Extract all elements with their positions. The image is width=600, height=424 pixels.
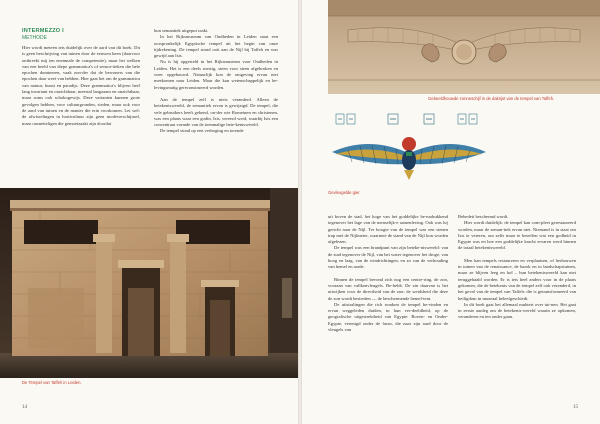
relief-caption: Gebeeldhouwde zonneschijf in de dakrijst van de tempel van Taffeh. xyxy=(428,96,555,101)
paragraph: De tempel stond op een verhoging en torende xyxy=(160,128,244,134)
paragraph: Aan de tempel zelf is niets veranderd. Alleen de betekeniswereld, de semantiek ervan is gewijzigd. De tempel, die vele gebruikers heeft gekend, on-der wie Romeinen en christenen, was een plaats waar een godin, Isis, vereerd werd, waarbij Isis een concentraat vormde van de toenmalige bete-keniswereld. xyxy=(154,96,278,128)
paragraph: Hier wordt duidelijk: de tempel kan com-pleet gerestaureerd worden, maar de seman-tiek ervan niet. Niemand is in staat om Isis te vereren, om zelfs maar te beseffen wat een godheid in Egypte was en hoe een goddelijke kracht ervaren werd binnen de totaal betekeniswereld. xyxy=(458,220,576,251)
right-col-1 xyxy=(328,214,448,333)
winged-vulture-illustration xyxy=(328,108,490,188)
relief-photo xyxy=(328,0,600,94)
left-col-2 xyxy=(154,28,278,135)
sun-disc-relief-illustration xyxy=(328,0,600,94)
intermezzo-subtitle: METHODE xyxy=(22,35,47,41)
paragraph: Men kan tempels restaureren en verplaatsen, of herbouwen in tuinen van de renaissance, de barok en in landschapstuinen, maar ze blijven leeg en hol – hun betekeniswereld kan niet teruggehaald worden. Er is iets heel anders voor in de plaats gekomen, die de betekenis van de tempel zelf ook veranderd, in het geval van de tempel van Taffeh: die is getransformeerd van heiligdom in museaal beleefgeschiedt. xyxy=(458,257,576,301)
paragraph: Nu is hij opgesteld in het Rijksmuseum voor Oudheden in Leiden. Het is een deels roestig, steen voor steen afgebroken en weer opgebouwd. Natuurlijk kon de omgeving ervan niet meekomen naar Leiden. Maar die kan wetenschappelijk en be-levingsmatig gereconstrueerd worden. xyxy=(154,59,278,90)
paragraph: hun semantiek uitgeput raakt. xyxy=(154,28,209,33)
right-col-2 xyxy=(458,214,576,321)
paragraph: In dit boek gaat het allemaal muhtert over tui-nen. Het gaat in eerste aanleg om de betekenis-wereld waarin ze opkomen, veranderen en ten onder gaan. xyxy=(458,301,576,320)
paragraph: uit boven de stad, het hoge van het goddelijke be-nadrukkend tegenover het lage van de menselijk-e samenleving. Ook was hij gericht naar de Nijl. Ter hoogte van de tempel was een stenen trap met de Nijlmeter, waarmee de stand van de Nijl kon worden afgelezen. xyxy=(328,214,448,245)
paragraph: De uitstralingen die rich rondom de tempel be-vinden en ervan weggeleden duiden, in hun ver-deeldheid, op de geografische uitgestrektheid van Egypte: Boven- en Onder-Egypte, verenigd onder de farao, die naar zijn aard door de vleugels van xyxy=(328,301,448,333)
left-col-1 xyxy=(22,45,140,127)
temple-illustration xyxy=(0,188,300,378)
paragraph: Binnen de tempel bevond zich nog een centre-ring, de zon, vooraan van vallkenvleugels. Be-heldt. De zin daarvan is het uitwijken voor de directheid van de zon: de weidsheid die deze de zon wordt bestreden — de beschermende hemel-tent. xyxy=(328,276,448,301)
intermezzo-title: INTERMEZZO I xyxy=(22,28,64,34)
paragraph: In het Rijksmuseum van Oudheden in Leiden staat een oorspronkelijk Egyptische tempel uit het begin van onze tijdrekening. De tempel stond ooit aan de Nijl bij Taffeh en was gewijd aan Isis. xyxy=(154,34,278,59)
page-number-right: 15 xyxy=(573,405,578,410)
right-page xyxy=(300,0,600,424)
page-number-left: 14 xyxy=(22,405,27,410)
vulture-caption: Gevleugelde gier. xyxy=(328,190,361,195)
paragraph: De tempel was een brandpunt van zijn beteke-niswereld: van de stad tegenover de Nijl, van het water tegenover het droge, van hoog en laag, van de windrichtingen, en zo van de verhouding van hemel en aarde. xyxy=(328,245,448,270)
paragraph: Hier wordt meteen iets duidelijk over de aard van dit boek. Dit is geen beschrijving van tuinen door de eeuwen heen (daarvoor ontbreekt mij ten enenmale de competentie), maar het welken van een beeld van diepe grammatica's of sensor-tieken die hele epochen domineren, vaak zon-der dat de bewoners van die epochen daar weet van hebben. Hier gaat het om de grammatica van natuur, kunst en paradijs. Deze grammatica's blijven heel lang invariant en onzichtbaar, meestal langzaam en onzichtbaar, maar soms ook schokogewijs. Deze varianten kunnen grote gevolgen hebben, voor cultuurgronden, steden, maar ook voor de aard van tuinen en de manier die erin voorkomen. Let wel: de afwisselingen in horticultuur zijn geen modeverschijnsel, maar onsnetteligen die gemoeizaakt zijn doordat xyxy=(22,45,140,126)
temple-photo xyxy=(0,188,300,378)
book-gutter xyxy=(298,0,302,424)
intermezzo-box xyxy=(22,28,140,127)
paragraph: Behedeti beschermd wordt. xyxy=(458,214,509,219)
vulture-svg xyxy=(328,108,490,188)
temple-photo-caption: De Tempel van Taffeh in Leiden. xyxy=(22,380,82,385)
